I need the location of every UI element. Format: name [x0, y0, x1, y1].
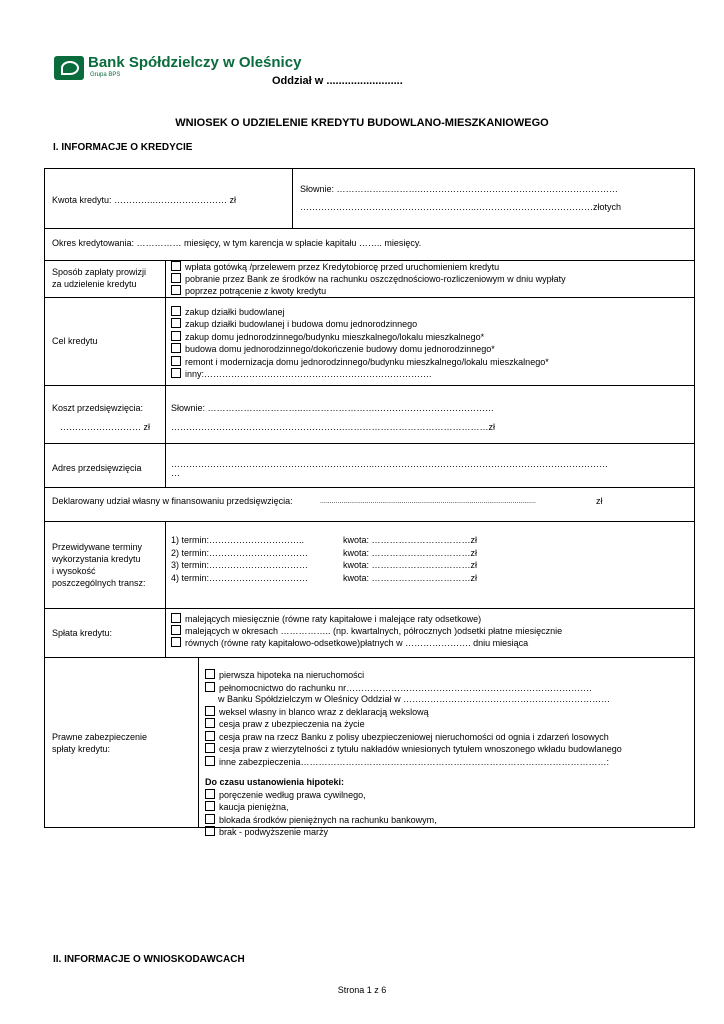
page-title: WNIOSEK O UDZIELENIE KREDYTU BUDOWLANO-MIESZKANIOWEGO	[175, 117, 549, 129]
until-option[interactable]: kaucja pieniężna,	[205, 801, 622, 814]
commission-option[interactable]: pobranie przez Bank ze środków na rachunku oszczędnościowo-rozliczeniowym w dniu wypłaty	[171, 273, 566, 285]
checkbox-icon[interactable]	[171, 343, 181, 353]
purpose-option[interactable]: zakup domu jednorodzinnego/budynku mieszkalnego/lokalu mieszkalnego*	[171, 331, 549, 343]
checkbox-icon[interactable]	[171, 625, 181, 635]
bank-name: Bank Spółdzielczy w Oleśnicy	[88, 54, 302, 71]
repayment-options	[171, 613, 562, 649]
repayment-option[interactable]: równych (równe raty kapitałowo-odsetkowe)płatnych w …………………. dniu miesiąca	[171, 637, 562, 649]
until-mortgage-heading: Do czasu ustanowienia hipoteki:	[205, 777, 345, 787]
purpose-option[interactable]: budowa domu jednorodzinnego/dokończenie budowy domu jednorodzinnego*	[171, 343, 549, 355]
address-line1[interactable]: …………………………………………………………..……………………………………………………………………	[171, 459, 609, 469]
until-option[interactable]: blokada środków pieniężnych na rachunku bankowym,	[205, 814, 622, 827]
purpose-options	[171, 306, 549, 380]
loan-period-field[interactable]: Okres kredytowania: …………… miesięcy, w tym karencja w spłacie kapitału …….. miesięcy.	[52, 238, 422, 248]
security-option[interactable]: pierwsza hipoteka na nieruchomości	[205, 669, 622, 682]
cost-amount-field[interactable]: ……………………… zł	[60, 422, 150, 432]
commission-label-2: za udzielenie kredytu	[52, 279, 137, 289]
loan-amount-words-line1[interactable]: Słownie: ……………………….…………………………………………………………	[300, 184, 619, 194]
cost-label: Koszt przedsięwzięcia:	[52, 403, 144, 413]
checkbox-icon[interactable]	[171, 306, 181, 316]
checkbox-icon[interactable]	[205, 743, 215, 753]
commission-option[interactable]: poprzez potrącenie z kwoty kredytu	[171, 285, 566, 297]
tranche-term-field[interactable]: 1) termin:…………………………..	[171, 535, 305, 545]
checkbox-icon[interactable]	[171, 273, 181, 283]
branch-label: Oddział w .........................	[272, 75, 403, 87]
commission-option[interactable]: wpłata gotówką /przelewem przez Kredytobiorcę przed uruchomieniem kredytu	[171, 261, 566, 273]
security-option[interactable]: cesja praw na rzecz Banku z polisy ubezpieczeniowej nieruchomości od ognia i zdarzeń losowych	[205, 731, 622, 744]
checkbox-icon[interactable]	[205, 682, 215, 692]
checkbox-icon[interactable]	[205, 706, 215, 716]
bank-group: Grupa BPS	[90, 72, 121, 78]
own-share-field[interactable]: ...............................................................................................................	[320, 498, 536, 505]
checkbox-icon[interactable]	[205, 756, 215, 766]
tranches-label: Przewidywane terminy wykorzystania kredytu i wysokość poszczególnych transz:	[52, 542, 146, 588]
commission-options	[171, 261, 566, 297]
checkbox-icon[interactable]	[171, 261, 181, 271]
checkbox-icon[interactable]	[205, 669, 215, 679]
bank-logo	[54, 54, 302, 84]
security-bank-line[interactable]: w Banku Spółdzielczym w Oleśnicy Oddział w ……………………………………………………………	[218, 694, 611, 704]
address-line2[interactable]: …	[171, 468, 180, 478]
bank-logo-icon	[54, 56, 84, 80]
tranche-amount-field[interactable]: kwota: ……………………………zł	[343, 560, 478, 570]
until-option[interactable]: brak - podwyższenie marży	[205, 826, 622, 839]
cost-words-line1[interactable]: Słownie: …………………………..…………………….…………………………………	[171, 403, 495, 413]
checkbox-icon[interactable]	[205, 826, 215, 836]
checkbox-icon[interactable]	[171, 331, 181, 341]
purpose-option[interactable]: zakup działki budowlanej i budowa domu jednorodzinnego	[171, 318, 549, 330]
checkbox-icon[interactable]	[171, 637, 181, 647]
own-share-unit: zł	[596, 496, 603, 506]
tranche-amount-field[interactable]: kwota: ……………………………zł	[343, 535, 478, 545]
repayment-label: Spłata kredytu:	[52, 628, 113, 638]
loan-amount-words-line2[interactable]: …………………………………………………..…………………………………złotych	[300, 202, 622, 212]
loan-amount-label: Kwota kredytu: …………..…………………… zł	[52, 195, 237, 205]
checkbox-icon[interactable]	[205, 789, 215, 799]
section-2-heading: II. INFORMACJE O WNIOSKODAWCACH	[53, 954, 245, 965]
security-label: Prawne zabezpieczenie spłaty kredytu:	[52, 732, 148, 754]
security-option[interactable]: inne zabezpieczenia…………………………………………………………………………………………:	[205, 756, 622, 769]
address-label: Adres przedsięwzięcia	[52, 463, 142, 473]
tranche-amounts	[343, 534, 477, 584]
security-option[interactable]: cesja praw z ubezpieczenia na życie	[205, 718, 622, 731]
checkbox-icon[interactable]	[171, 613, 181, 623]
checkbox-icon[interactable]	[205, 731, 215, 741]
checkbox-icon[interactable]	[205, 801, 215, 811]
page-number: Strona 1 z 6	[337, 985, 387, 995]
repayment-option[interactable]: malejących w okresach …………….. (np. kwartalnych, półrocznych )odsetki płatne miesięcznie	[171, 625, 562, 637]
tranche-term-field[interactable]: 3) termin:……………………………	[171, 560, 309, 570]
tranche-term-field[interactable]: 2) termin:……………………………	[171, 547, 309, 558]
tranche-terms	[171, 534, 308, 584]
purpose-label: Cel kredytu	[52, 336, 98, 346]
until-option[interactable]: poręczenie według prawa cywilnego,	[205, 789, 622, 802]
security-option[interactable]: cesja praw z wierzytelności z tytułu nakładów wniesionych tytułem wnoszonego wkładu budowlanego	[205, 743, 622, 756]
security-options	[205, 669, 622, 839]
checkbox-icon[interactable]	[205, 814, 215, 824]
own-share-label: Deklarowany udział własny w finansowaniu przedsięwzięcia:	[52, 496, 293, 506]
tranche-term-field[interactable]: 4) termin:……………………………	[171, 572, 309, 583]
checkbox-icon[interactable]	[171, 356, 181, 366]
checkbox-icon[interactable]	[171, 368, 181, 378]
checkbox-icon[interactable]	[171, 318, 181, 328]
security-option[interactable]: weksel własny in blanco wraz z deklaracją wekslową	[205, 706, 622, 719]
checkbox-icon[interactable]	[171, 285, 181, 295]
tranche-amount-field[interactable]: kwota: ……………………………zł	[343, 572, 478, 583]
commission-label-1: Sposób zapłaty prowizji	[52, 267, 147, 277]
section-1-heading: I. INFORMACJE O KREDYCIE	[53, 142, 193, 153]
purpose-option[interactable]: inny:………………………………………………………………….	[171, 368, 549, 380]
repayment-option[interactable]: malejących miesięcznie (równe raty kapitałowe i malejące raty odsetkowe)	[171, 613, 562, 625]
cost-words-line2[interactable]: ………………………………………………….…………………………………………zł	[171, 422, 495, 432]
purpose-option[interactable]: remont i modernizacja domu jednorodzinnego/budynku mieszkalnego/lokalu mieszkalnego*	[171, 356, 549, 368]
security-option[interactable]: pełnomocnictwo do rachunku nr……………………………………………………………………….	[205, 682, 622, 695]
purpose-option[interactable]: zakup działki budowlanej	[171, 306, 549, 318]
tranche-amount-field[interactable]: kwota: ……………………………zł	[343, 547, 478, 558]
checkbox-icon[interactable]	[205, 718, 215, 728]
